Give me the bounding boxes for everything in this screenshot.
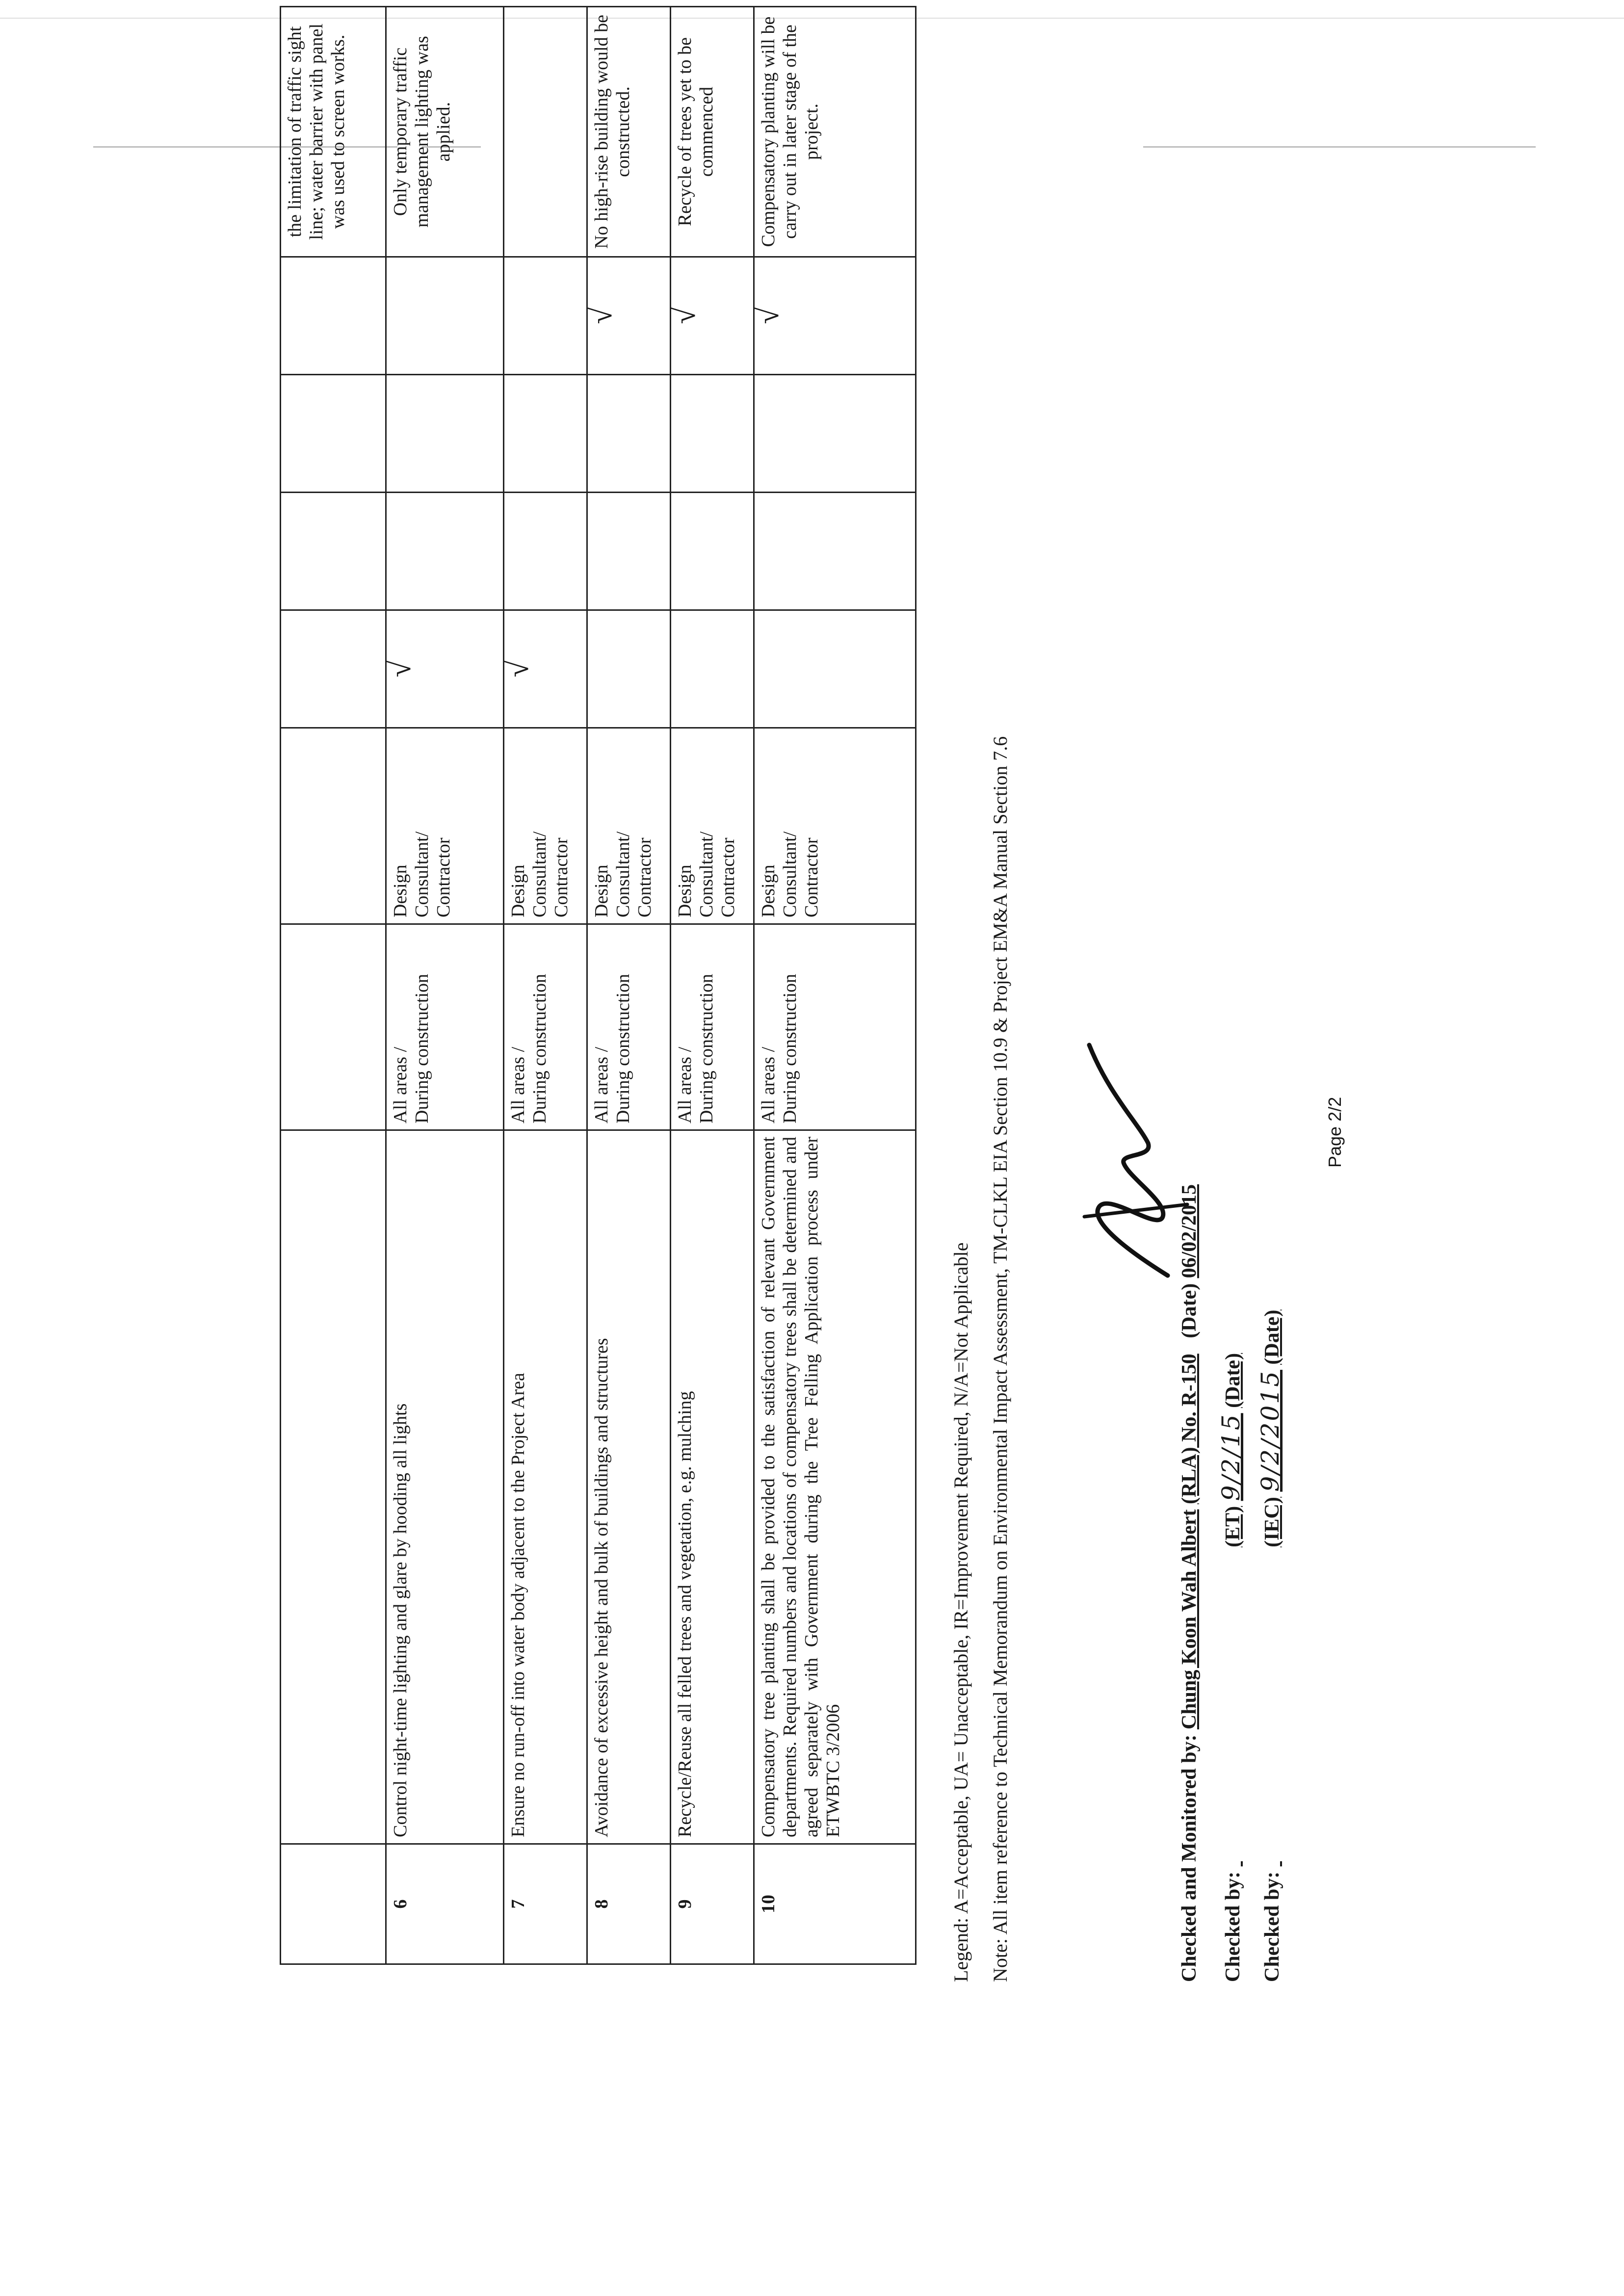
remark-cell: Recycle of trees yet to be commenced bbox=[671, 7, 754, 257]
checked-by-label: Checked by: bbox=[1261, 1871, 1283, 1982]
status-a: √ bbox=[504, 610, 587, 728]
et-signature-line bbox=[1221, 1552, 1245, 1866]
status-ir bbox=[386, 375, 504, 493]
status-na: √ bbox=[587, 257, 671, 375]
rla-name: Chung Koon Wah Albert bbox=[1178, 1509, 1201, 1730]
item-number: 7 bbox=[504, 1844, 587, 1964]
table-row bbox=[754, 7, 916, 1964]
status-a bbox=[587, 610, 671, 728]
remark-cell bbox=[504, 7, 587, 257]
implementation-agent: Design Consultant/ Contractor bbox=[671, 728, 754, 924]
checklist-table bbox=[280, 6, 917, 1965]
status-ua bbox=[587, 493, 671, 610]
status-ua bbox=[504, 493, 587, 610]
checked-monitored-label: Checked and Monitored by: bbox=[1178, 1734, 1201, 1982]
mitigation-measure: Recycle/Reuse all felled trees and vegetation, e.g. mulching bbox=[671, 1130, 754, 1844]
location-timing: All areas / During construction bbox=[671, 924, 754, 1130]
date-label: (Date) bbox=[1178, 1283, 1201, 1338]
implementation-agent: Design Consultant/ Contractor bbox=[386, 728, 504, 924]
status-ir bbox=[671, 375, 754, 493]
status-ua bbox=[754, 493, 916, 610]
table-row bbox=[504, 7, 587, 1964]
status-ir bbox=[504, 375, 587, 493]
mitigation-measure: Avoidance of excessive height and bulk of buildings and structures bbox=[587, 1130, 671, 1844]
status-a bbox=[754, 610, 916, 728]
mitigation-measure: Compensatory tree planting shall be provided to the satisfaction of relevant Government departments. Required numbers and locations of compensatory trees shall be determined and agreed separately with Government during the Tree Felling Application process under ETWBTC 3/2006 bbox=[754, 1130, 916, 1844]
item-number: 8 bbox=[587, 1844, 671, 1964]
implementation-agent: Design Consultant/ Contractor bbox=[587, 728, 671, 924]
table-row bbox=[386, 7, 504, 1964]
status-ir bbox=[754, 375, 916, 493]
checked-by-label: Checked by: bbox=[1222, 1871, 1244, 1982]
legend-text: Legend: A=Acceptable, UA= Unacceptable, IR=Improvement Required, N/A=Not Applicable bbox=[950, 1242, 972, 1982]
location-timing: All areas / During construction bbox=[504, 924, 587, 1130]
iec-date: 9/2/2015 bbox=[1256, 1370, 1284, 1492]
et-role: (ET) bbox=[1222, 1506, 1244, 1547]
status-na: √ bbox=[671, 257, 754, 375]
et-date: 9/2/15 bbox=[1217, 1413, 1245, 1501]
status-ua bbox=[671, 493, 754, 610]
status-ua bbox=[386, 493, 504, 610]
date-label: (Date) bbox=[1261, 1309, 1283, 1365]
page-number: Page 2/2 bbox=[1325, 1096, 1345, 1168]
rla-number: (RLA) No. R-150 bbox=[1178, 1354, 1201, 1505]
status-a: √ bbox=[386, 610, 504, 728]
item-number: 6 bbox=[386, 1844, 504, 1964]
signoff-line-et bbox=[1217, 1353, 1245, 1982]
remark-cell: the limitation of traffic sight line; water barrier with panel was used to screen works. bbox=[281, 7, 386, 257]
status-a bbox=[671, 610, 754, 728]
remark-cell: Only temporary traffic management lighting was applied. bbox=[386, 7, 504, 257]
status-na bbox=[386, 257, 504, 375]
signoff-line-iec bbox=[1256, 1310, 1284, 1982]
status-na: √ bbox=[754, 257, 916, 375]
location-timing: All areas / During construction bbox=[386, 924, 504, 1130]
implementation-agent: Design Consultant/ Contractor bbox=[754, 728, 916, 924]
status-ir bbox=[587, 375, 671, 493]
status-na bbox=[504, 257, 587, 375]
note-text: Note: All item reference to Technical Memorandum on Environmental Impact Assessment, TM-CLKL EIA Section 10.9 & Project EM&A Manual Section 7.6 bbox=[989, 736, 1011, 1982]
item-number: 9 bbox=[671, 1844, 754, 1964]
mitigation-measure: Ensure no run-off into water body adjacent to the Project Area bbox=[504, 1130, 587, 1844]
mitigation-measure: Control night-time lighting and glare by hooding all lights bbox=[386, 1130, 504, 1844]
item-number: 10 bbox=[754, 1844, 916, 1964]
table-row bbox=[587, 7, 671, 1964]
implementation-agent: Design Consultant/ Contractor bbox=[504, 728, 587, 924]
remark-cell: No high-rise building would be constructed. bbox=[587, 7, 671, 257]
table-row-continued bbox=[281, 7, 386, 1964]
iec-signature-line bbox=[1260, 1552, 1284, 1866]
signoff-line-rla bbox=[1178, 1184, 1201, 1982]
table-row bbox=[671, 7, 754, 1964]
location-timing: All areas / During construction bbox=[754, 924, 916, 1130]
date-label: (Date) bbox=[1222, 1353, 1244, 1408]
location-timing: All areas / During construction bbox=[587, 924, 671, 1130]
remark-cell: Compensatory planting will be carry out in later stage of the project. bbox=[754, 7, 916, 257]
iec-role: (IEC) bbox=[1261, 1497, 1283, 1547]
rla-date: 06/02/2015 bbox=[1178, 1184, 1201, 1278]
